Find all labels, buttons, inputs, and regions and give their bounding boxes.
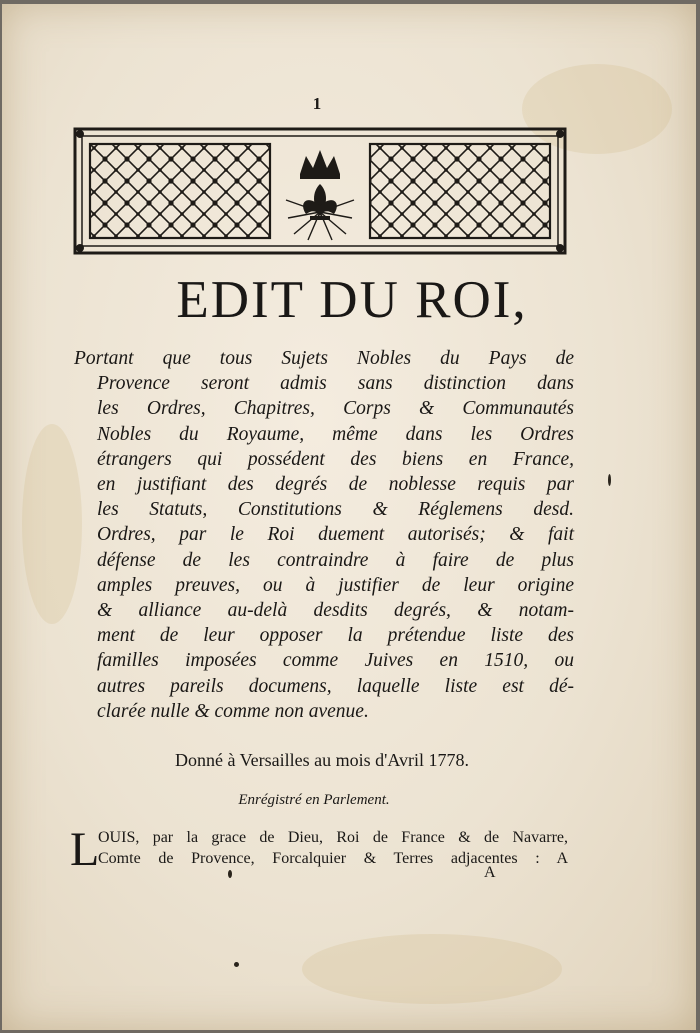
preamble-line: Ordres, par le Roi duement autorisés; & fait xyxy=(97,524,574,546)
preamble-line: les Ordres, Chapitres, Corps & Communautés xyxy=(97,398,574,420)
preamble-line: & alliance au-delà desdits degrés, & notam- xyxy=(97,600,574,622)
preamble-line: amples preuves, ou à justifier de leur origine xyxy=(97,574,574,596)
preamble-line: étrangers qui possédent des biens en France, xyxy=(97,448,574,470)
preamble-line: les Statuts, Constitutions & Réglemens desd. xyxy=(97,499,574,521)
crown-fleur-de-lis-icon xyxy=(286,150,354,240)
document-page xyxy=(2,4,696,1030)
preamble-line: Portant que tous Sujets Nobles du Pays de xyxy=(74,348,574,369)
body-line: OUIS, par la grace de Dieu, Roi de France & de Navarre, xyxy=(98,829,568,846)
preamble-line: familles imposées comme Juives en 1510, ou xyxy=(97,650,574,672)
preamble-line: ment de leur opposer la prétendue liste des xyxy=(97,625,574,647)
preamble-line: Nobles du Royaume, même dans les Ordres xyxy=(97,423,574,445)
preamble-line: clarée nulle & comme non avenue. xyxy=(97,700,369,722)
preamble-line: autres pareils documens, laquelle liste est dé- xyxy=(97,675,574,697)
ink-fleck xyxy=(234,962,239,967)
preamble-line: Provence seront admis sans distinction dans xyxy=(97,373,574,395)
given-at-line: Donné à Versailles au mois d'Avril 1778. xyxy=(174,750,470,770)
ink-fleck xyxy=(608,474,611,486)
edict-preamble xyxy=(74,346,574,724)
preamble-line: en justifiant des degrés de noblesse requis par xyxy=(97,474,574,496)
preamble-line: défense de les contraindre à faire de plus xyxy=(97,549,574,571)
edict-title: EDIT DU ROI, xyxy=(176,271,528,329)
body-line: Comte de Provence, Forcalquier & Terres adjacentes : A xyxy=(98,850,568,867)
registration-note: Enrégistré en Parlement. xyxy=(238,792,390,808)
paper-stain xyxy=(22,424,82,624)
signature-mark: A xyxy=(484,864,496,881)
edict-body xyxy=(98,827,568,869)
paper-stain xyxy=(302,934,562,1004)
ink-fleck xyxy=(228,870,232,878)
royal-ornament-header xyxy=(72,126,568,256)
drop-cap: L xyxy=(70,823,100,876)
page-number: 1 xyxy=(312,94,322,113)
